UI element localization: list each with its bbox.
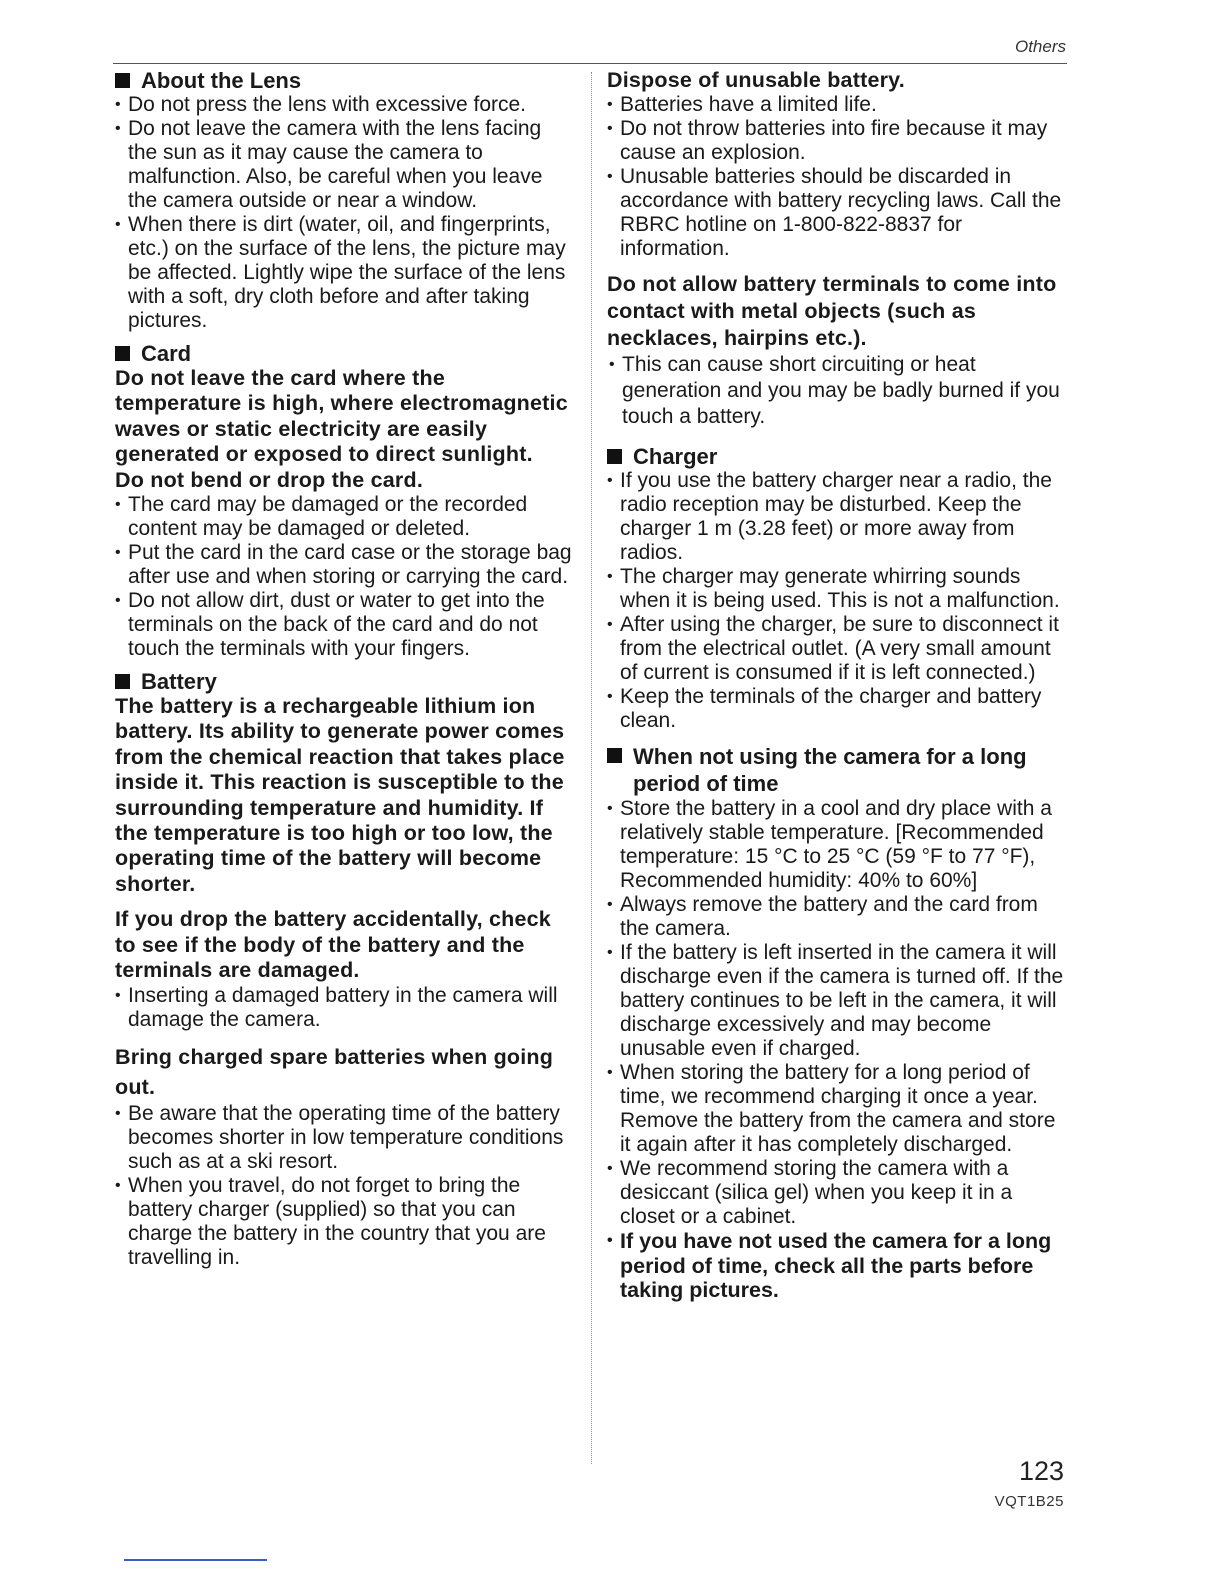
card-warning-heat: Do not leave the card where the temperature is high, where electromagnetic waves or static electricity are easily generated or exposed to direct sunlight. [115, 366, 568, 467]
card-bullets [115, 493, 575, 661]
header-rule [113, 63, 1067, 64]
list-item: • Put the card in the card case or the storage bag after use and when storing or carrying the card. [115, 541, 575, 589]
left-column [115, 68, 575, 1270]
list-item: • After using the charger, be sure to disconnect it from the electrical outlet. (A very small amount of current is consumed if it is left connected.) [607, 613, 1065, 685]
square-bullet-icon [115, 73, 130, 88]
dispose-heading: Dispose of unusable battery. [607, 68, 905, 92]
lens-section-title: About the Lens [115, 68, 575, 93]
list-item: • Inserting a damaged battery in the camera will damage the camera. [115, 984, 575, 1032]
list-item: • When storing the battery for a long period of time, we recommend charging it once a year. Remove the battery from the camera and store it again after it has completely discharged. [607, 1061, 1065, 1157]
list-item: • Do not allow dirt, dust or water to get into the terminals on the back of the card and do not touch the terminals with your fingers. [115, 589, 575, 661]
list-item: • The charger may generate whirring sounds when it is being used. This is not a malfunction. [607, 565, 1065, 613]
list-item: • Do not press the lens with excessive force. [115, 93, 575, 117]
right-column [607, 68, 1065, 1303]
document-code: VQT1B25 [994, 1493, 1064, 1510]
list-item: • When you travel, do not forget to bring the battery charger (supplied) so that you can charge the battery in the country that you are travelling in. [115, 1174, 575, 1270]
list-item: • When there is dirt (water, oil, and fingerprints, etc.) on the surface of the lens, the picture may be affected. Lightly wipe the surface of the lens with a soft, dry cloth before and after taking pictures. [115, 213, 575, 333]
page-number: 123 [1018, 1456, 1064, 1486]
list-item: • If you have not used the camera for a long period of time, check all the parts before taking pictures. [607, 1229, 1065, 1303]
list-item: • This can cause short circuiting or heat generation and you may be badly burned if you touch a battery. [609, 352, 1065, 430]
list-item: • Be aware that the operating time of the battery becomes shorter in low temperature conditions such as at a ski resort. [115, 1102, 575, 1174]
terminals-bullets [609, 352, 1065, 430]
list-item: • If the battery is left inserted in the camera it will discharge even if the camera is turned off. If the battery continues to be left in the camera, it will discharge excessively and may become unusable even if charged. [607, 941, 1065, 1061]
spare-batteries-bullets [115, 1102, 575, 1270]
list-item: • Do not leave the camera with the lens facing the sun as it may cause the camera to malfunction. Also, be careful when you leave the camera outside or near a window. [115, 117, 575, 213]
list-item: • The card may be damaged or the recorded content may be damaged or deleted. [115, 493, 575, 541]
square-bullet-icon [115, 346, 130, 361]
section-label: Others [1014, 37, 1066, 56]
battery-intro: The battery is a rechargeable lithium ion battery. Its ability to generate power comes from the chemical reaction that takes place inside it. This reaction is susceptible to the surrounding temperature and humidity. If the temperature is too high or too low, the operating time of the battery will become shorter. [115, 694, 565, 896]
storage-section-title: When not using the camera for a long period of time [607, 743, 1065, 797]
square-bullet-icon [607, 449, 622, 464]
battery-drop-warning: If you drop the battery accidentally, check to see if the body of the battery and the terminals are damaged. [115, 907, 551, 983]
list-item: • Keep the terminals of the charger and battery clean. [607, 685, 1065, 733]
square-bullet-icon [607, 748, 622, 763]
square-bullet-icon [115, 674, 130, 689]
list-item: • Store the battery in a cool and dry place with a relatively stable temperature. [Recommended temperature: 15 °C to 25 °C (59 °F to 77 °F), Recommended humidity: 40% to 60%] [607, 797, 1065, 893]
spare-batteries-heading: Bring charged spare batteries when going out. [115, 1044, 554, 1099]
lens-bullets [115, 93, 575, 333]
dispose-bullets [607, 93, 1065, 261]
charger-section-title: Charger [607, 444, 1065, 469]
list-item: • We recommend storing the camera with a desiccant (silica gel) when you keep it in a closet or a cabinet. [607, 1157, 1065, 1229]
card-section-title: Card [115, 341, 575, 366]
list-item: • Do not throw batteries into fire because it may cause an explosion. [607, 117, 1065, 165]
footer-rule [124, 1559, 267, 1561]
battery-drop-bullets [115, 984, 575, 1032]
list-item: • If you use the battery charger near a radio, the radio reception may be disturbed. Keep the charger 1 m (3.28 feet) or more away from radios. [607, 469, 1065, 565]
list-item: • Batteries have a limited life. [607, 93, 1065, 117]
list-item: • Always remove the battery and the card from the camera. [607, 893, 1065, 941]
terminals-warning: Do not allow battery terminals to come into contact with metal objects (such as necklaces, hairpins etc.). [607, 272, 1057, 351]
list-item: • Unusable batteries should be discarded in accordance with battery recycling laws. Call the RBRC hotline on 1-800-822-8837 for information. [607, 165, 1065, 261]
card-warning-bend: Do not bend or drop the card. [115, 467, 423, 492]
storage-bullets [607, 797, 1065, 1303]
column-divider [591, 72, 592, 1464]
charger-bullets [607, 469, 1065, 733]
battery-section-title: Battery [115, 669, 575, 694]
